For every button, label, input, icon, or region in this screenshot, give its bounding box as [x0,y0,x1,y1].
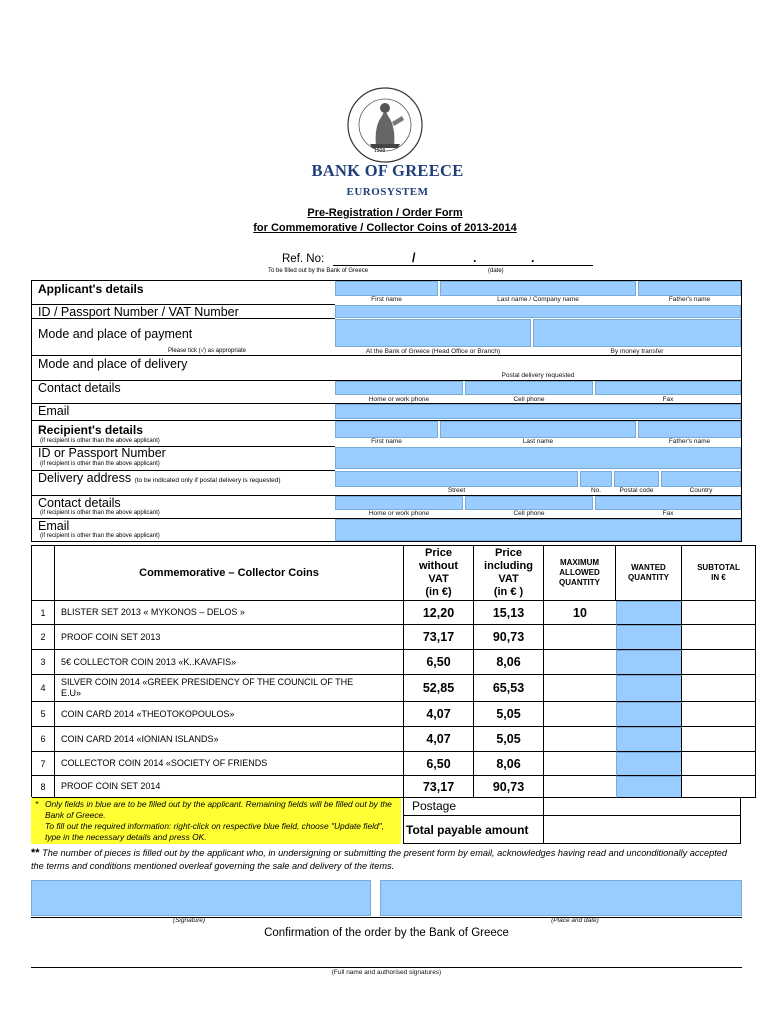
wanted-header-line: QUANTITY [628,573,669,582]
max-quantity [544,625,616,650]
payment-bank-caption: At the Bank of Greece (Head Office or Branch) [365,348,501,355]
address-label [38,471,281,485]
row-number: 1 [32,601,55,625]
price-with-vat: 65,53 [474,675,544,702]
subtotal-cell [682,702,756,727]
wanted-quantity-field[interactable] [616,650,682,675]
total-value-cell [544,816,741,844]
price-without-vat: 73,17 [404,776,474,798]
payment-label: Mode and place of payment [38,327,193,341]
recipient-id-field[interactable] [335,447,741,469]
ref-slash: / [412,251,416,265]
wanted-header-line: WANTED [631,563,666,572]
payment-bank-option[interactable] [335,319,531,347]
price-vat-header-line: VAT [498,573,519,585]
recipient-fathers-name-caption: Father's name [668,438,711,445]
recipient-number-field[interactable] [580,471,612,487]
authorised-line [31,967,742,968]
max-quantity: 10 [544,601,616,625]
seal-year: 1928 [374,148,386,154]
max-quantity [544,702,616,727]
coin-name: BLISTER SET 2013 « MYKONOS – DELOS » [55,601,404,625]
ref-dot-2: . [531,251,535,265]
recipient-postal-code-field[interactable] [614,471,659,487]
price-without-vat: 6,50 [404,650,474,675]
max-quantity [544,752,616,776]
note-text-2: To fill out the required information: right-click on respective blue field, choose "Update field", type in the necessary details and press OK. [45,821,384,842]
row-number: 8 [32,776,55,798]
note-star: * [35,799,39,809]
wanted-quantity-field[interactable] [616,675,682,702]
form-title: Pre-Registration / Order Form [307,207,463,219]
coin-name: COIN CARD 2014 «IONIAN ISLANDS» [55,727,404,752]
price-vat-header-line: Price [495,547,522,559]
wanted-quantity-field[interactable] [616,702,682,727]
row-number: 7 [32,752,55,776]
signature-caption: (Signature) [172,917,206,924]
applicant-home-phone-field[interactable] [335,381,463,395]
subtotal-cell [682,625,756,650]
applicant-id-label: ID / Passport Number / VAT Number [38,305,239,319]
price-header-line: (in €) [425,586,452,598]
number-caption: No. [590,487,602,494]
address-label-text: Delivery address [38,471,132,485]
recipient-street-field[interactable] [335,471,578,487]
recipient-contact-label: Contact details [38,496,121,510]
place-date-caption: (Place and date) [551,917,599,924]
price-without-vat: 6,50 [404,752,474,776]
subtotal-cell [682,650,756,675]
applicant-cell-phone-field[interactable] [465,381,593,395]
row-number: 3 [32,650,55,675]
price-with-vat: 8,06 [474,752,544,776]
row-number: 5 [32,702,55,727]
terms-note [31,847,741,872]
ref-date-caption: (date) [488,268,504,274]
subtotal-header-line: IN € [711,573,726,582]
postal-delivery-caption: Postal delivery requested [501,372,575,379]
applicant-fax-field[interactable] [595,381,741,395]
header-coins-cell [55,546,404,601]
max-header-line: QUANTITY [559,578,600,587]
header-subtotal [682,546,756,601]
recipient-id-label: ID or Passport Number [38,446,166,460]
row-number: 6 [32,727,55,752]
applicant-first-name-field[interactable] [335,281,438,296]
price-with-vat: 90,73 [474,776,544,798]
header-wanted-quantity [616,546,682,601]
price-with-vat: 5,05 [474,702,544,727]
recipient-fax-field[interactable] [595,496,741,510]
postal-code-caption: Postal code [619,487,654,494]
recipient-home-phone-field[interactable] [335,496,463,510]
recipient-cell-phone-field[interactable] [465,496,593,510]
recipient-fax-caption: Fax [662,510,674,517]
recipient-last-name-caption: Last name [522,438,554,445]
country-caption: Country [689,487,713,494]
total-cell [403,816,544,844]
recipient-cell-phone-caption: Cell phone [513,510,545,517]
fax-caption: Fax [662,396,674,403]
price-header-line: without [418,560,459,572]
street-caption: Street [447,487,466,494]
header-price-without-vat [404,546,474,601]
price-without-vat: 52,85 [404,675,474,702]
row-separator [31,355,742,356]
payment-hint: Please tick (√) as appropriate [168,348,246,354]
price-vat-header-line: (in € ) [493,586,524,598]
recipient-country-field[interactable] [661,471,741,487]
price-header-line: VAT [428,573,449,585]
fathers-name-caption: Father's name [668,296,711,303]
coins-table [31,545,756,797]
coin-name: SILVER COIN 2014 «GREEK PRESIDENCY OF THE COUNCIL OF THE E.U» [55,675,404,702]
coin-name: 5€ COLLECTOR COIN 2013 «K..KAVAFIS» [55,650,404,675]
wanted-quantity-field[interactable] [616,776,682,798]
recipient-contact-hint: (if recipient is other than the above applicant) [40,510,160,516]
wanted-quantity-field[interactable] [616,752,682,776]
recipient-home-phone-caption: Home or work phone [368,510,430,517]
row-number: 4 [32,675,55,702]
max-header-line: MAXIMUM [559,558,600,567]
recipient-last-name-field[interactable] [440,421,636,438]
bank-name: BANK OF GREECE [311,161,464,180]
price-vat-header-line: including [484,560,533,572]
applicant-title: Applicant's details [38,282,144,296]
instructions-note [31,798,401,844]
max-quantity [544,675,616,702]
recipient-title: Recipient's details [38,423,143,437]
price-header-line: Price [425,547,452,559]
max-header-line: ALLOWED [559,568,600,577]
eurosystem-label: EUROSYSTEM [346,186,429,198]
subtotal-cell [682,752,756,776]
address-hint: (to be indicated only if postal delivery is requested) [134,477,281,484]
note-row-1 [35,799,397,821]
price-without-vat: 73,17 [404,625,474,650]
recipient-email-hint: (if recipient is other than the above applicant) [40,533,160,539]
max-quantity [544,650,616,675]
header-max-quantity [544,546,616,601]
form-subtitle: for Commemorative / Collector Coins of 2013-2014 [253,222,517,234]
row-number: 2 [32,625,55,650]
email-label: Email [38,404,70,418]
confirmation-title: Confirmation of the order by the Bank of Greece [264,927,509,939]
postage-cell [403,797,544,816]
delivery-label: Mode and place of delivery [38,357,188,371]
payment-transfer-caption: By money transfer [610,348,664,355]
note-text-1: Only fields in blue are to be filled out by the applicant. Remaining fields will be filled out by the Bank of Greece. [45,799,392,820]
postage-value-cell [544,797,741,816]
recipient-fathers-name-field[interactable] [638,421,741,438]
signature-field[interactable] [31,880,371,916]
ref-note: To be filled out by the Bank of Greece [268,268,369,274]
header-number-cell [32,546,55,601]
price-with-vat: 5,05 [474,727,544,752]
coin-name: PROOF COIN SET 2013 [55,625,404,650]
subtotal-cell [682,727,756,752]
price-without-vat: 4,07 [404,727,474,752]
cell-phone-caption: Cell phone [513,396,545,403]
recipient-id-hint: (if recipient is other than the above applicant) [40,461,160,467]
price-with-vat: 15,13 [474,601,544,625]
wanted-quantity-field[interactable] [616,625,682,650]
price-with-vat: 90,73 [474,625,544,650]
ref-label: Ref. No: [282,253,325,265]
last-name-caption: Last name / Company name [497,296,579,303]
wanted-quantity-field[interactable] [616,727,682,752]
price-with-vat: 8,06 [474,650,544,675]
ref-underline [333,265,593,266]
header-price-with-vat [474,546,544,601]
terms-text: The number of pieces is filled out by the applicant who, in undersigning or submitting the present form by email, acknowledges having read and unconditionally accepted the terms and conditions mentioned overleaf governing the sale and delivery of the items. [31,848,727,871]
total-label: Total payable amount [406,823,529,837]
coin-name: COIN CARD 2014 «THEOTOKOPOULOS» [55,702,404,727]
note-double-star: ** [31,847,40,859]
subtotal-header-line: SUBTOTAL [697,563,740,572]
subtotal-cell [682,776,756,798]
header-coins-label: Commemorative – Collector Coins [139,567,319,579]
applicant-last-name-field[interactable] [440,281,636,296]
applicant-id-field[interactable] [335,305,741,318]
subtotal-cell [682,601,756,625]
ref-dot-1: . [473,251,477,265]
recipient-first-name-caption: First name [371,438,402,445]
recipient-title-hint: (if recipient is other than the above applicant) [40,438,160,444]
coin-name: COLLECTOR COIN 2014 «SOCIETY OF FRIENDS [55,752,404,776]
payment-transfer-option[interactable] [533,319,741,347]
max-quantity [544,776,616,798]
max-quantity [544,727,616,752]
first-name-caption: First name [371,296,402,303]
place-date-field[interactable] [380,880,742,916]
recipient-email-field[interactable] [335,519,741,541]
price-without-vat: 12,20 [404,601,474,625]
wanted-quantity-field[interactable] [616,601,682,625]
postage-label: Postage [412,799,457,813]
subtotal-cell [682,675,756,702]
applicant-email-field[interactable] [335,404,741,419]
recipient-email-label: Email [38,519,70,533]
recipient-first-name-field[interactable] [335,421,438,438]
coin-name: PROOF COIN SET 2014 [55,776,404,798]
price-without-vat: 4,07 [404,702,474,727]
full-name-caption: (Full name and authorised signatures) [331,969,442,976]
contact-label: Contact details [38,381,121,395]
applicant-fathers-name-field[interactable] [638,281,741,296]
home-phone-caption: Home or work phone [368,396,430,403]
